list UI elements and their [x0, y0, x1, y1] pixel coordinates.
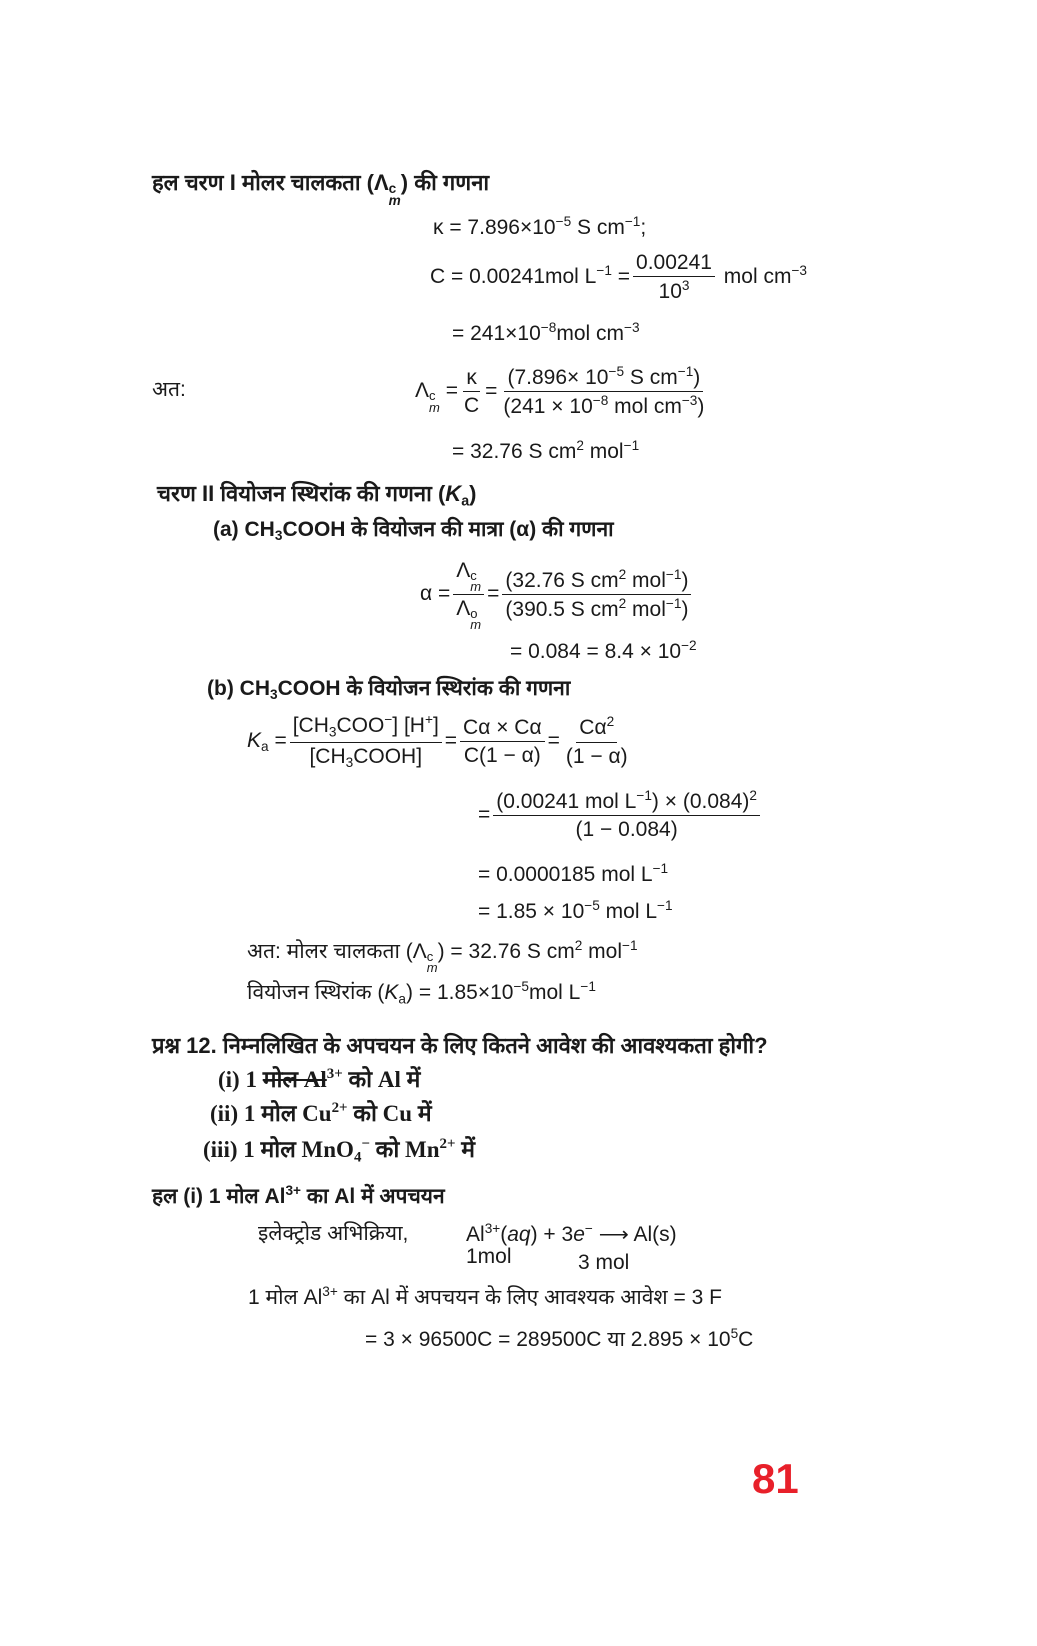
text: ; — [640, 216, 647, 240]
superscript: −1 — [677, 364, 694, 379]
superscript: c — [426, 948, 434, 964]
text: ] [H — [392, 714, 425, 738]
subscript: a — [261, 739, 269, 755]
numerator — [502, 567, 691, 595]
subscript: m — [429, 399, 440, 415]
text: Cα × Cα — [463, 715, 542, 739]
text: S cm — [571, 216, 625, 240]
text: को Al में — [342, 1067, 421, 1092]
text: अत: — [152, 378, 186, 401]
text: [CH — [309, 744, 346, 768]
subscript: 3 — [274, 528, 283, 544]
sup-sub-script — [388, 180, 401, 208]
text: mol L — [599, 900, 658, 924]
numerator — [290, 712, 442, 743]
ka-fraction-4 — [493, 788, 760, 843]
concentration-result — [452, 320, 640, 346]
text: Cα — [579, 716, 607, 740]
text: (a) CH — [213, 518, 275, 541]
text: में — [455, 1137, 476, 1162]
sup-sub-script — [429, 390, 440, 413]
text: ) की गणना — [400, 170, 490, 195]
superscript: 3+ — [484, 1221, 501, 1236]
charge-line — [248, 1284, 722, 1310]
text: mol — [626, 598, 666, 622]
text: S cm — [624, 366, 678, 390]
superscript: 3+ — [322, 1284, 338, 1299]
ka-result-1 — [478, 861, 668, 887]
text: = 0.084 = 8.4 × 10 — [510, 640, 682, 664]
text: ) — [681, 568, 689, 592]
subscript: m — [470, 579, 482, 595]
text: mol cm — [717, 264, 792, 288]
text: κ — [466, 366, 477, 390]
mol-label-electrons — [578, 1250, 629, 1275]
superscript: o — [470, 605, 478, 621]
denominator — [656, 277, 693, 304]
text: प्रश्न 12. निम्नलिखित के अपचयन के लिए कितने आवेश की आवश्यकता होगी? — [152, 1033, 768, 1058]
ka-fraction-3 — [563, 714, 631, 769]
text: 1 मोल Al — [248, 1286, 323, 1310]
superscript: 2 — [576, 438, 584, 453]
subscript: m — [388, 192, 401, 208]
equals — [548, 729, 560, 752]
reaction-label — [258, 1221, 408, 1246]
text: COO — [336, 714, 385, 738]
superscript: 3 — [681, 278, 690, 294]
text: mol — [582, 940, 623, 964]
question-item-3 — [203, 1136, 475, 1167]
numerator — [463, 365, 480, 392]
ka-fraction-2 — [460, 715, 545, 768]
text: (1 − α) — [565, 744, 628, 768]
concentration-line — [430, 250, 807, 305]
text: Λ — [415, 379, 430, 403]
ka-lhs — [247, 729, 287, 755]
denominator — [306, 743, 425, 771]
superscript: c — [429, 388, 436, 404]
numerator — [460, 715, 545, 742]
subscript: 3 — [269, 687, 278, 703]
text: mol L — [529, 981, 581, 1005]
text: 1mol — [466, 1245, 512, 1268]
text: (i) 1 — [218, 1067, 263, 1092]
text: को Mn — [369, 1137, 440, 1162]
step2-heading — [157, 481, 476, 510]
text: वियोजन स्थिरांक ( — [247, 981, 385, 1005]
superscript: −5 — [608, 364, 625, 379]
question-item-2 — [210, 1100, 432, 1128]
text: का Al में अपचयन — [301, 1185, 445, 1209]
italic-text: K — [445, 481, 462, 506]
superscript: 2 — [606, 714, 615, 730]
superscript: −1 — [596, 262, 612, 278]
charge-result — [365, 1326, 753, 1352]
numerator — [493, 788, 760, 816]
text: = — [547, 729, 560, 753]
text: चरण II वियोजन स्थिरांक की गणना ( — [157, 481, 446, 506]
denominator — [502, 595, 691, 622]
text: ) + 3 — [530, 1223, 574, 1247]
equals — [478, 803, 490, 826]
lambda-equation — [415, 364, 710, 420]
denominator — [461, 392, 482, 418]
alpha-result — [510, 638, 697, 664]
text: C — [738, 1328, 754, 1352]
superscript: −1 — [652, 861, 669, 876]
italic-text: K — [247, 729, 262, 753]
text: 3 mol — [578, 1251, 630, 1274]
text: = — [268, 729, 287, 753]
summary-dissociation-constant — [247, 979, 596, 1008]
conc-fraction — [633, 250, 715, 305]
ka-equation — [247, 712, 634, 771]
lambda-lhs — [415, 379, 458, 415]
italic-text: K — [384, 981, 399, 1005]
text: [CH — [292, 714, 329, 738]
text: हल (i) 1 मोल Al — [152, 1185, 286, 1209]
text: ⟶ Al(s) — [592, 1223, 677, 1247]
superscript: −1 — [580, 979, 596, 994]
ata-label — [152, 377, 186, 402]
superscript: −8 — [592, 393, 609, 409]
mol-label-al — [466, 1244, 512, 1269]
numerator — [576, 714, 617, 742]
numerator — [633, 250, 715, 277]
text: = — [444, 729, 458, 753]
conc-lhs — [430, 262, 631, 288]
text: Λ — [456, 559, 471, 582]
text: का Al में अपचयन के लिए आवश्यक आवेश = 3 F — [337, 1286, 722, 1310]
text: ) — [693, 366, 701, 390]
text: (32.76 S cm — [505, 568, 619, 592]
text: को Cu में — [347, 1101, 432, 1126]
superscript: −1 — [622, 938, 638, 953]
subscript: a — [461, 493, 470, 510]
numerator — [453, 558, 484, 595]
text: C(1 − α) — [463, 744, 541, 768]
superscript: −8 — [540, 320, 557, 335]
text: C = 0.00241mol L — [430, 264, 597, 288]
superscript: −1 — [665, 566, 682, 582]
ka-fraction-1 — [290, 712, 442, 771]
subscript: 3 — [328, 724, 337, 740]
text: C — [463, 394, 480, 418]
subscript: 4 — [353, 1149, 362, 1166]
text: अत: मोलर चालकता (Λ — [247, 940, 427, 964]
text: COOH] — [353, 744, 423, 768]
text: = 1.85 × 10 — [478, 900, 585, 924]
text: ) = 32.76 S cm — [437, 940, 575, 964]
superscript: −5 — [555, 214, 572, 229]
text: = 32.76 S cm — [452, 440, 577, 464]
part-b-heading — [207, 676, 570, 703]
text: = — [478, 802, 491, 826]
text: ) — [469, 481, 477, 506]
step1-heading — [152, 170, 489, 207]
lambda-result — [452, 438, 639, 464]
italic-text: aq — [507, 1223, 531, 1247]
denominator — [563, 743, 631, 769]
superscript: −1 — [636, 788, 652, 803]
superscript: −2 — [681, 638, 697, 653]
superscript: − — [584, 1221, 593, 1236]
text: Λ — [456, 597, 471, 620]
superscript: −5 — [584, 898, 600, 913]
denominator — [500, 392, 707, 419]
text: (0.00241 mol L — [496, 790, 637, 814]
superscript: 2+ — [439, 1136, 456, 1153]
superscript: −3 — [681, 393, 698, 409]
alpha-fraction-1 — [453, 558, 484, 631]
text: COOH के वियोजन स्थिरांक की गणना — [277, 677, 571, 700]
page-number: 81 — [752, 1455, 799, 1502]
text: = — [611, 264, 631, 288]
alpha-equation — [420, 558, 694, 631]
numerator — [504, 364, 703, 392]
subscript: a — [398, 991, 407, 1007]
italic-text: e — [573, 1223, 585, 1247]
text: mol — [626, 568, 666, 592]
text: mol cm — [556, 322, 624, 346]
lambda-fraction — [500, 364, 707, 420]
superscript: 3+ — [326, 1066, 343, 1083]
superscript: c — [388, 180, 397, 196]
text: = — [439, 379, 458, 403]
text: (iii) 1 मोल MnO — [203, 1137, 354, 1162]
superscript: 3+ — [285, 1183, 302, 1198]
text: (390.5 S cm — [505, 598, 619, 622]
alpha-lhs — [420, 582, 450, 605]
text: इलेक्ट्रोड अभिक्रिया, — [258, 1222, 409, 1245]
text: = — [487, 582, 500, 606]
equals — [445, 729, 457, 752]
text: हल चरण I मोलर चालकता (Λ — [152, 170, 389, 195]
struck-text: मोल Al — [262, 1067, 327, 1092]
text: = 241×10 — [452, 322, 541, 346]
solution-heading — [152, 1183, 445, 1209]
text: (ii) 1 मोल Cu — [210, 1101, 332, 1126]
question-12-title — [152, 1033, 768, 1059]
text: κ = 7.896×10 — [433, 216, 556, 240]
text: = 3 × 96500C = 289500C या 2.895 × 10 — [365, 1328, 731, 1352]
text: ( — [500, 1223, 508, 1247]
subscript: 3 — [345, 754, 354, 770]
denominator — [573, 816, 681, 842]
superscript: −3 — [624, 320, 640, 335]
subscript: m — [470, 617, 482, 633]
superscript: −1 — [665, 596, 682, 611]
denominator — [461, 742, 544, 768]
ka-result-2 — [478, 898, 673, 924]
equals — [487, 582, 499, 605]
subscript: m — [426, 960, 438, 976]
superscript: 5 — [730, 1326, 739, 1341]
text: mol cm — [608, 395, 682, 419]
text: ) = 1.85×10 — [406, 981, 514, 1005]
superscript: −3 — [791, 262, 808, 278]
superscript: 2 — [618, 566, 627, 582]
sup-sub-script — [426, 948, 438, 976]
text: (b) CH — [207, 677, 270, 700]
text: COOH के वियोजन की मात्रा (α) की गणना — [282, 518, 614, 541]
superscript: − — [384, 712, 393, 727]
part-a-heading — [213, 517, 614, 544]
superscript: c — [470, 567, 477, 583]
superscript: 2 — [618, 596, 627, 611]
text: ] — [432, 714, 439, 738]
superscript: 2+ — [331, 1100, 348, 1117]
text: Al — [466, 1223, 485, 1247]
text: 10 — [658, 280, 682, 304]
ka-substitution — [478, 788, 763, 843]
denominator — [453, 595, 484, 631]
superscript: − — [361, 1136, 370, 1153]
summary-molar-conductivity — [247, 938, 638, 974]
text: ) — [697, 395, 705, 419]
text: = 0.0000185 mol L — [478, 863, 653, 887]
text: (1 − 0.084) — [575, 818, 678, 842]
kappa-line — [433, 214, 646, 240]
superscript: 2 — [749, 788, 757, 803]
superscript: 2 — [574, 938, 583, 953]
text: (241 × 10 — [503, 395, 593, 419]
text: 0.00241 — [636, 251, 712, 274]
superscript: −1 — [657, 898, 673, 913]
equals — [485, 379, 497, 402]
text: α = — [420, 582, 451, 606]
sup-sub-script — [470, 567, 482, 595]
text: ) — [681, 598, 689, 622]
text: ) × (0.084) — [651, 790, 750, 814]
sup-sub-script — [470, 605, 482, 633]
text: (7.896× 10 — [507, 366, 609, 390]
conc-unit — [717, 262, 808, 288]
superscript: −1 — [623, 438, 640, 453]
text: = — [485, 379, 498, 403]
superscript: −1 — [624, 214, 641, 229]
text: mol — [583, 440, 624, 464]
kappa-over-c — [461, 365, 482, 418]
question-item-1 — [218, 1066, 420, 1094]
alpha-fraction-2 — [502, 567, 691, 623]
superscript: −5 — [513, 979, 529, 994]
superscript: + — [424, 712, 433, 727]
